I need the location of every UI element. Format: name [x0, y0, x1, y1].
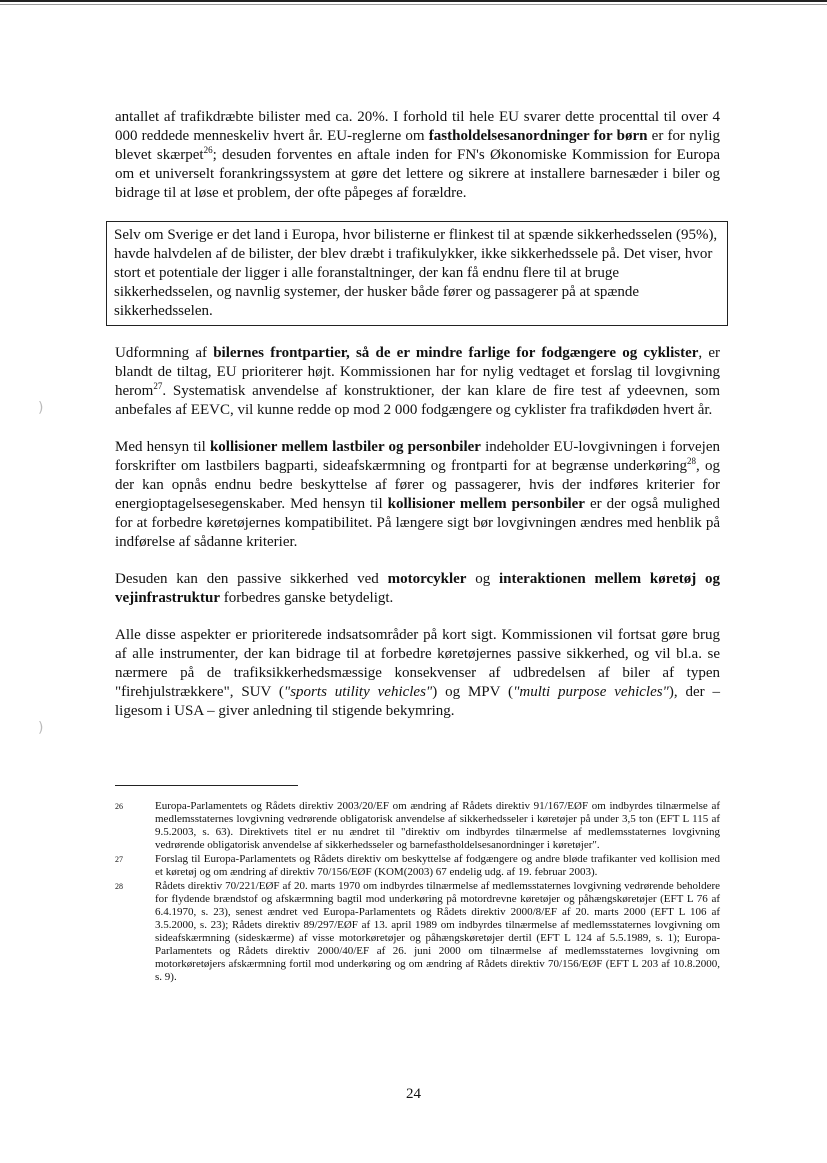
footnote-ref: 26 — [203, 145, 213, 155]
page-number: 24 — [406, 1086, 421, 1102]
scan-mark: ) — [38, 400, 44, 416]
footnote-ref: 27 — [153, 381, 163, 391]
footnote-28 — [115, 880, 720, 984]
top-border — [0, 0, 827, 2]
footnote-26 — [115, 800, 720, 852]
footnote-separator — [115, 785, 298, 786]
paragraph-motorcycles: Desuden kan den passive sikkerhed ved motorcykler og interaktionen mellem køretøj og vejinfrastruktur forbedres ganske betydeligt. — [115, 571, 721, 606]
footnote-number: 28 — [115, 882, 123, 891]
footnote-text: Europa-Parlamentets og Rådets direktiv 2003/20/EF om ændring af Rådets direktiv 91/167/EØF om indbyrdes tilnærmelse af medlemsstaternes lovgivning vedrørende obligatorisk anvendelse af sikkerhedsseler i køretøjer på under 3,5 ton (EFT L 115 af 9.5.2003, s. 63). Direktivets titel er nu ændret til "direktiv om indbyrdes tilnærmelse af medlemsstaternes lovgivning vedrørende obligatorisk anvendelse af sikkerhedsseler og barnefastholdelsesanordninger i køretøjer". — [155, 800, 720, 851]
footnote-ref: 28 — [686, 456, 696, 466]
paragraph-truck-collisions: Med hensyn til kollisioner mellem lastbiler og personbiler indeholder EU-lovgivningen i forvejen forskrifter om lastbilers bagparti, sideafskærmning og frontparti for at begrænse underkøring$^{28}$, og der kan opnås endnu bedre beskyttelse af fører og passagerer, hvis der indføres kriterier for energioptagelsesegenskaber. Med hensyn til kollisioner mellem personbiler er der også mulighed for at forbedre køretøjernes kompatibilitet. På længere sigt bør lovgivningen ændres med henblik på indførelse af sådanne kriterier. — [115, 439, 720, 550]
document-body — [115, 108, 720, 721]
top-border-thin — [0, 4, 827, 5]
paragraph-priorities: Alle disse aspekter er prioriterede indsatsområder på kort sigt. Kommissionen vil fortsat gøre brug af alle instrumenter, der kan bidrage til at forbedre køretøjernes passive sikkerhed, og vil bl.a. se nærmere på de trafiksikkerhedsmæssige konsekvenser af udbredelsen af biler af typen "firehjulstrækkere", SUV ("sports utility vehicles") og MPV ("multi purpose vehicles"), der – ligesom i USA – giver anledning til stigende bekymring. — [115, 627, 720, 719]
seatbelt-info-box — [106, 221, 728, 326]
paragraph-front-design: Udformning af bilernes frontpartier, så de er mindre farlige for fodgængere og cyklister, er blandt de tiltag, EU prioriterer højt. Kommissionen har for nylig vedtaget et forslag til lovgivning herom$^{27}$. Systematisk anvendelse af konstruktioner, der kan klare de fire test af ydeevnen, som anbefales af EEVC, vil kunne redde op mod 2 000 fodgængere og cyklister fra trafikdøden hvert år. — [115, 345, 721, 418]
paragraph-child-restraints: antallet af trafikdræbte bilister med ca. 20%. I forhold til hele EU svarer dette procenttal til over 4 000 reddede menneskeliv hvert år. EU-reglerne om fastholdelsesanordninger for børn er for nylig blevet skærpet$^{26}$; desuden forventes en aftale inden for FN's Økonomiske Kommission for Europa om et universelt forankringssystem at gøre det lettere og sikrere at installere barnesæder i biler og bidrage til at løse et problem, der ofte påpeges af forældre. — [115, 109, 721, 201]
footnotes — [115, 800, 720, 985]
footnote-number: 26 — [115, 802, 123, 811]
footnote-text: Rådets direktiv 70/221/EØF af 20. marts 1970 om indbyrdes tilnærmelse af medlemsstaternes lovgivning vedrørende beholdere for flydende brændstof og afskærmning bagtil mod underkøring på motordrevne køretøjer og påhængskøretøjer (EFT L 76 af 6.4.1970, s. 23), senest ændret ved Europa-Parlamentets og Rådets direktiv 2000/8/EF af 20. marts 2000 (EFT L 106 af 3.5.2000, s. 23); Rådets direktiv 89/297/EØF af 13. april 1989 om indbyrdes tilnærmelse af medlemsstaternes lovgivning om sideafskærmning (sideskærme) af visse motorkøretøjer og påhængskøretøjer dertil (EFT L 124 af 5.5.1989, s. 1); Europa-Parlamentets og Rådets direktiv 2000/40/EF af 26. juni 2000 om tilnærmelse af medlemsstaternes lovgivning om motorkøretøjers afskærmning fortil mod underkøring og om ændring af Rådets direktiv 70/156/EØF (EFT L 203 af 10.8.2000, s. 9). — [155, 880, 720, 983]
scan-mark: ) — [38, 720, 44, 736]
footnote-text: Forslag til Europa-Parlamentets og Rådets direktiv om beskyttelse af fodgængere og andre bløde trafikanter ved kollision med et køretøj og om ændring af direktiv 70/156/EØF (KOM(2003) 67 endelig udg. af 19. februar 2003). — [155, 853, 720, 878]
info-box-text: Selv om Sverige er det land i Europa, hvor bilisterne er flinkest til at spænde sikkerhedsselen (95%), havde halvdelen af de bilister, der blev dræbt i trafikulykker, ikke sikkerhedssele på. Det viser, hvor stort et potentiale der ligger i alle foranstaltninger, der kan få endnu flere til at bruge sikkerhedsselen, og navnlig systemer, der husker både fører og passagerer på at spænde sikkerhedsselen. — [114, 227, 718, 319]
footnote-27 — [115, 853, 720, 879]
footnote-number: 27 — [115, 855, 123, 864]
